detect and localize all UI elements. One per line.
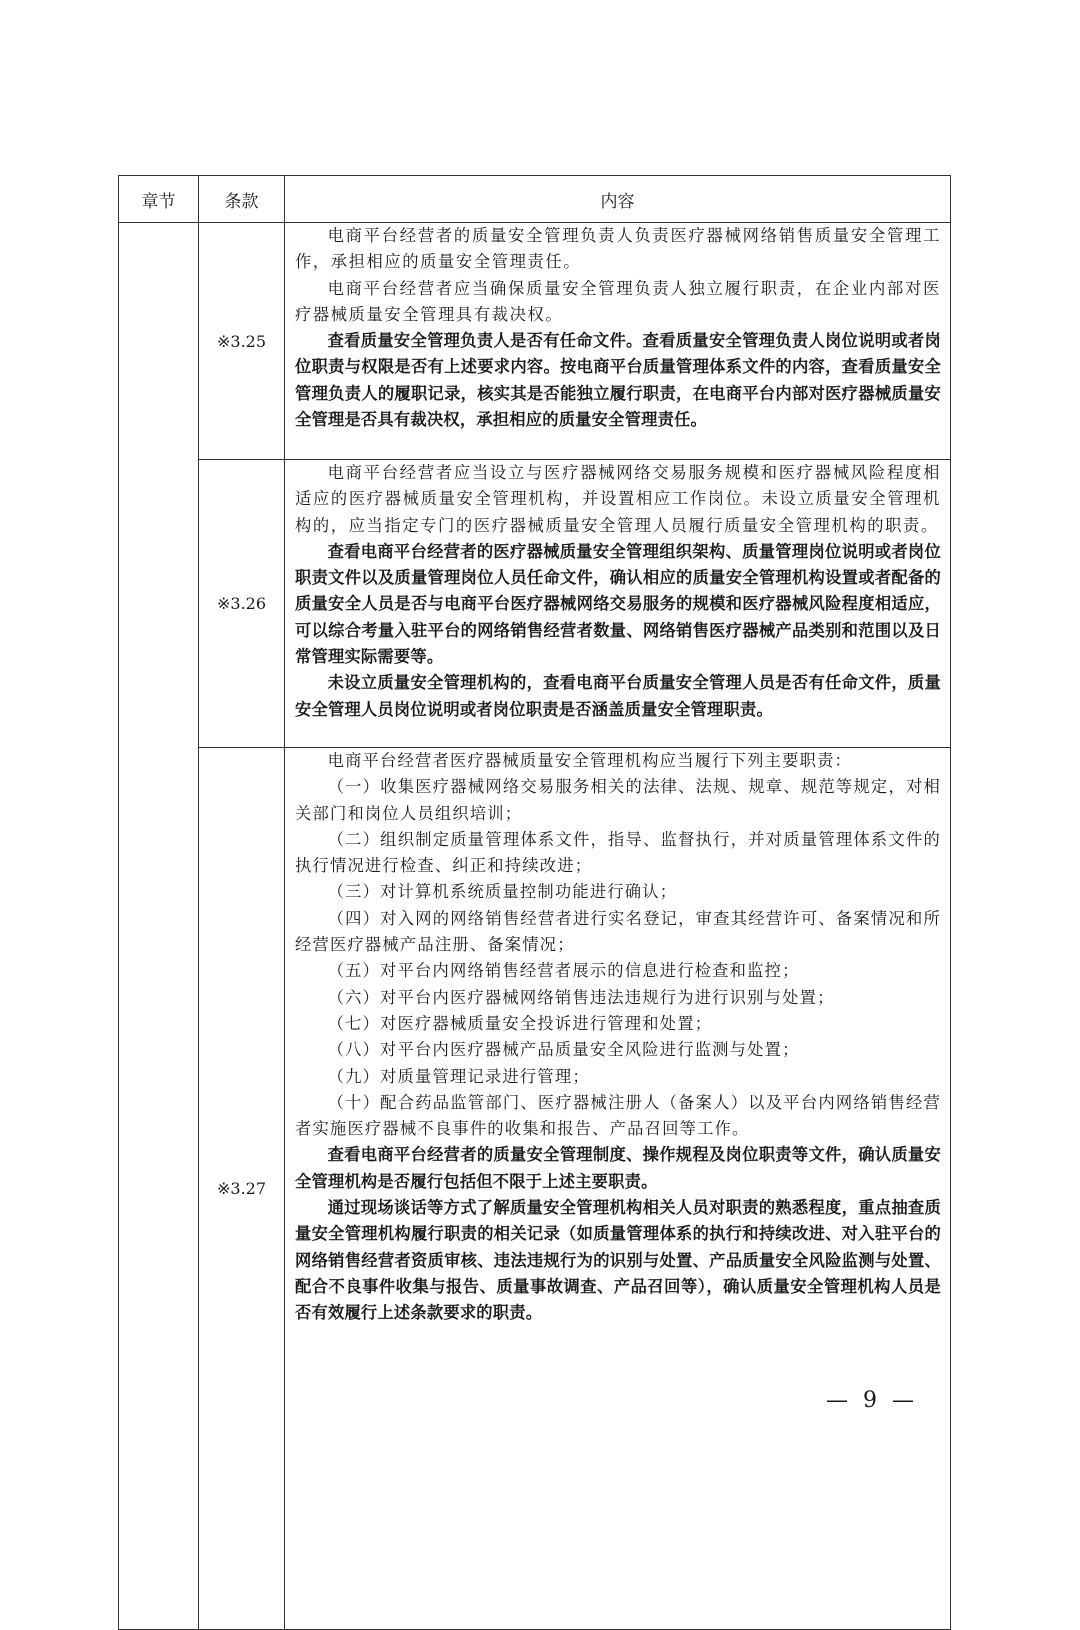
content-paragraph: 电商平台经营者应当确保质量安全管理负责人独立履行职责，在企业内部对医疗器械质量安全管理具有裁决权。 (295, 278, 941, 324)
content-paragraph: （五）对平台内网络销售经营者展示的信息进行检查和监控； (327, 961, 800, 981)
content-paragraph: （二）组织制定质量管理体系文件，指导、监督执行，并对质量管理体系文件的执行情况进行检查、纠正和持续改进； (295, 829, 941, 876)
content-paragraph: 电商平台经营者应当设立与医疗器械网络交易服务规模和医疗器械风险程度相适应的医疗器械质量安全管理机构，并设置相应工作岗位。未设立质量安全管理机构的，应当指定专门的医疗器械质量安全管理人员履行质量安全管理机构的职责。 (295, 463, 941, 535)
clause-cell: ※3.27 (199, 748, 285, 1630)
content-paragraph: （九）对质量管理记录进行管理； (327, 1066, 590, 1086)
content-paragraph: （一）收集医疗器械网络交易服务相关的法律、法规、规章、规范等规定，对相关部门和岗位人员组织培训； (295, 777, 941, 823)
table-row (119, 223, 951, 460)
content-paragraph: （七）对医疗器械质量安全投诉进行管理和处置； (327, 1013, 713, 1033)
content-cell (285, 223, 951, 460)
content-paragraph: 电商平台经营者医疗器械质量安全管理机构应当履行下列主要职责： (327, 751, 853, 770)
content-paragraph: 电商平台经营者的质量安全管理负责人负责医疗器械网络销售质量安全管理工作，承担相应的质量安全管理责任。 (295, 226, 941, 272)
page-number: — 9 — (826, 1388, 918, 1413)
clause-cell: ※3.26 (199, 460, 285, 748)
chapter-cell (119, 223, 199, 1630)
content-paragraph: （十）配合药品监管部门、医疗器械注册人（备案人）以及平台内网络销售经营者实施医疗器械不良事件的收集和报告、产品召回等工作。 (295, 1092, 941, 1139)
content-cell (285, 748, 951, 1630)
content-paragraph: 查看质量安全管理负责人是否有任命文件。查看质量安全管理负责人岗位说明或者岗位职责与权限是否有上述要求内容。按电商平台质量管理体系文件的内容，查看质量安全管理负责人的履职记录，核实其是否能独立履行职责，在电商平台内部对医疗器械质量安全管理是否具有裁决权，承担相应的质量安全管理责任。 (295, 331, 941, 430)
content-paragraph: （八）对平台内医疗器械产品质量安全风险进行监测与处置； (327, 1040, 800, 1060)
table-row (119, 748, 951, 1630)
clause-cell: ※3.25 (199, 223, 285, 460)
content-paragraph: （四）对入网的网络销售经营者进行实名登记，审查其经营许可、备案情况和所经营医疗器械产品注册、备案情况； (295, 908, 941, 955)
content-paragraph: 查看电商平台经营者的医疗器械质量安全管理组织架构、质量管理岗位说明或者岗位职责文件以及质量管理岗位人员任命文件，确认相应的质量安全管理机构设置或者配备的质量安全人员是否与电商平台医疗器械网络交易服务的规模和医疗器械风险程度相适应，可以综合考量入驻平台的网络销售经营者数量、网络销售医疗器械产品类别和范围以及日常管理实际需要等。 (295, 541, 941, 667)
content-paragraph: （三）对计算机系统质量控制功能进行确认； (327, 882, 678, 902)
header-chapter: 章节 (119, 176, 199, 223)
header-content: 内容 (285, 176, 951, 223)
header-clause: 条款 (199, 176, 285, 223)
table-row (119, 460, 951, 748)
content-paragraph: 未设立质量安全管理机构的，查看电商平台质量安全管理人员是否有任命文件，质量安全管理人员岗位说明或者岗位职责是否涵盖质量安全管理职责。 (295, 673, 941, 719)
content-paragraph: 通过现场谈话等方式了解质量安全管理机构相关人员对职责的熟悉程度，重点抽查质量安全管理机构履行职责的相关记录（如质量管理体系的执行和持续改进、对入驻平台的网络销售经营者资质审核、违法违规行为的识别与处置、产品质量安全风险监测与处置、配合不良事件收集与报告、质量事故调查、产品召回等），确认质量安全管理机构人员是否有效履行上述条款要求的职责。 (295, 1198, 941, 1323)
content-cell (285, 460, 951, 748)
content-paragraph: （六）对平台内医疗器械网络销售违法违规行为进行识别与处置； (327, 987, 835, 1007)
table-header-row (119, 176, 951, 223)
content-paragraph: 查看电商平台经营者的质量安全管理制度、操作规程及岗位职责等文件，确认质量安全管理机构是否履行包括但不限于上述主要职责。 (295, 1145, 941, 1191)
